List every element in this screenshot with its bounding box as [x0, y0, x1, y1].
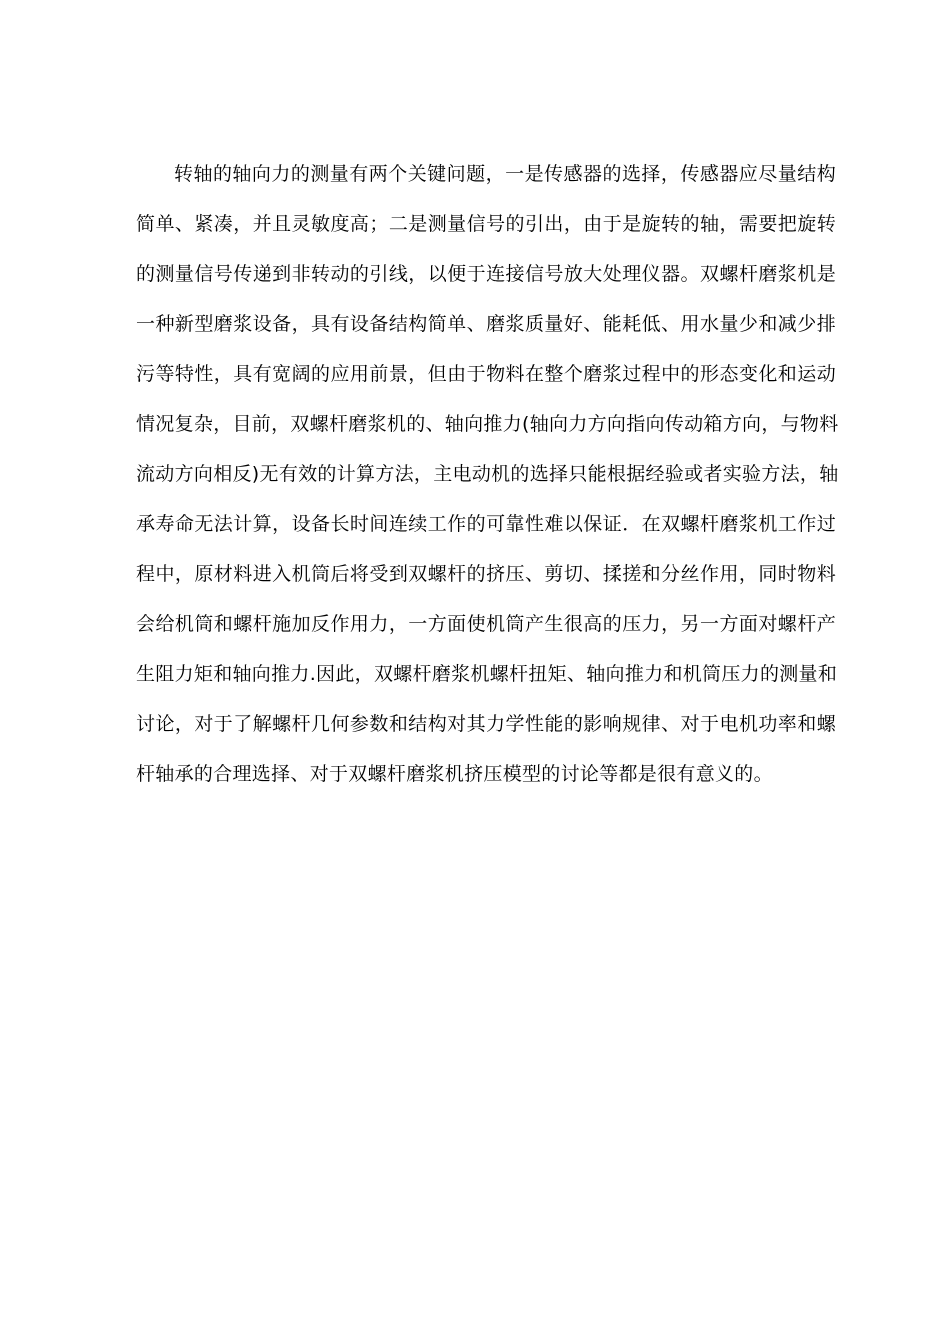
paragraph-line: 流动方向相反)无有效的计算方法，主电动机的选择只能根据经验或者实验方法，轴	[136, 463, 839, 485]
paragraph-line: 一种新型磨浆设备，具有设备结构简单、磨浆质量好、能耗低、用水量少和减少排	[136, 313, 836, 335]
paragraph-line: 讨论，对于了解螺杆几何参数和结构对其力学性能的影响规律、对于电机功率和螺	[136, 713, 836, 735]
paragraph-line: 的测量信号传递到非转动的引线，以便于连接信号放大处理仪器。双螺杆磨浆机是	[136, 263, 836, 285]
paragraph-line: 转轴的轴向力的测量有两个关键问题，一是传感器的选择，传感器应尽量结构	[174, 163, 836, 185]
body-paragraph	[136, 155, 839, 805]
paragraph-line: 污等特性，具有宽阔的应用前景，但由于物料在整个磨浆过程中的形态变化和运动	[136, 363, 836, 385]
paragraph-line: 会给机筒和螺杆施加反作用力，一方面使机筒产生很高的压力，另一方面对螺杆产	[136, 613, 836, 635]
paragraph-line: 程中，原材料进入机筒后将受到双螺杆的挤压、剪切、揉搓和分丝作用，同时物料	[136, 563, 836, 585]
paragraph-line: 承寿命无法计算，设备长时间连续工作的可靠性难以保证．在双螺杆磨浆机工作过	[136, 513, 836, 535]
paragraph-line: 简单、紧凑，并且灵敏度高；二是测量信号的引出，由于是旋转的轴，需要把旋转	[136, 213, 836, 235]
paragraph-line: 情况复杂，目前，双螺杆磨浆机的、轴向推力(轴向力方向指向传动箱方向，与物料	[136, 413, 839, 435]
paragraph-line: 生阻力矩和轴向推力.因此，双螺杆磨浆机螺杆扭矩、轴向推力和机筒压力的测量和	[136, 663, 838, 685]
paragraph-line: 杆轴承的合理选择、对于双螺杆磨浆机挤压模型的讨论等都是很有意义的。	[136, 763, 773, 785]
